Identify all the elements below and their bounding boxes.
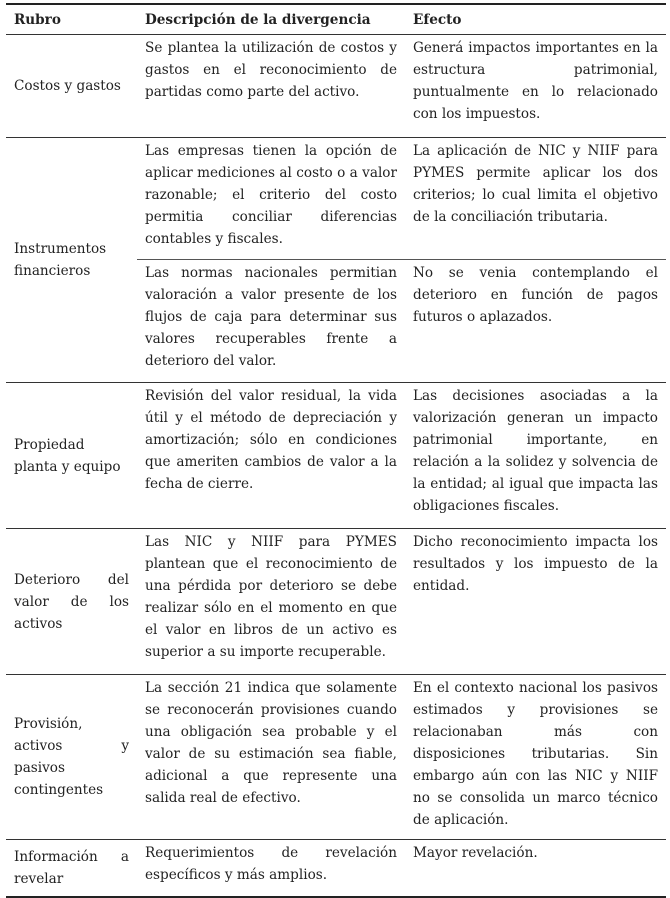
table-header bbox=[6, 4, 666, 35]
cell-efecto: Generá impactos importantes en la estructura patrimonial, puntualmente en lo relacionado con los impuestos. bbox=[405, 35, 666, 138]
cell-rubro: Propiedad planta y equipo bbox=[6, 383, 137, 529]
cell-rubro: Deterioro del valor de los activos bbox=[6, 529, 137, 675]
cell-descripcion: Se plantea la utilización de costos y gastos en el reconocimiento de partidas como parte del activo. bbox=[137, 35, 405, 138]
header-rubro: Rubro bbox=[6, 4, 137, 35]
cell-efecto: La aplicación de NIC y NIIF para PYMES permite aplicar los dos criterios; lo cual limita el objetivo de la conciliación tributaria. bbox=[405, 138, 666, 260]
cell-efecto: En el contexto nacional los pasivos estimados y provisiones se relacionaban más con disposiciones tributarias. Sin embargo aún con las NIC y NIIF no se consolida un marco técnico de aplicación. bbox=[405, 675, 666, 840]
header-descripcion: Descripción de la divergencia bbox=[137, 4, 405, 35]
cell-efecto: No se venia contemplando el deterioro en función de pagos futuros o aplazados. bbox=[405, 260, 666, 383]
header-efecto: Efecto bbox=[405, 4, 666, 35]
cell-descripcion: La sección 21 indica que solamente se reconocerán provisiones cuando una obligación sea probable y el valor de su estimación sea fiable, adicional a que represente una salida real de efectivo. bbox=[137, 675, 405, 840]
table-row bbox=[6, 840, 666, 897]
table-row bbox=[6, 138, 666, 260]
table-row bbox=[6, 529, 666, 675]
cell-descripcion: Las NIC y NIIF para PYMES plantean que el reconocimiento de una pérdida por deterioro se debe realizar sólo en el momento en que el valor en libros de un activo es superior a su importe recuperable. bbox=[137, 529, 405, 675]
table-row bbox=[6, 675, 666, 840]
cell-efecto: Dicho reconocimiento impacta los resultados y los impuesto de la entidad. bbox=[405, 529, 666, 675]
table-row bbox=[6, 383, 666, 529]
cell-rubro: Provisión, activos y pasivos contingentes bbox=[6, 675, 137, 840]
cell-rubro: Información a revelar bbox=[6, 840, 137, 897]
cell-efecto: Las decisiones asociadas a la valorización generan un impacto patrimonial importante, en relación a la solidez y solvencia de la entidad; al igual que impacta las obligaciones fiscales. bbox=[405, 383, 666, 529]
table-row bbox=[6, 35, 666, 138]
divergence-table bbox=[6, 3, 666, 898]
table-body bbox=[6, 35, 666, 897]
cell-descripcion: Las normas nacionales permitian valoración a valor presente de los flujos de caja para determinar sus valores recuperables frente a deterioro del valor. bbox=[137, 260, 405, 383]
header-row bbox=[6, 4, 666, 35]
cell-rubro: Costos y gastos bbox=[6, 35, 137, 138]
cell-rubro: Instrumentos financieros bbox=[6, 138, 137, 383]
cell-descripcion: Revisión del valor residual, la vida útil y el método de depreciación y amortización; sólo en condiciones que ameriten cambios de valor a la fecha de cierre. bbox=[137, 383, 405, 529]
cell-descripcion: Las empresas tienen la opción de aplicar mediciones al costo o a valor razonable; el criterio del costo permitia conciliar diferencias contables y fiscales. bbox=[137, 138, 405, 260]
cell-descripcion: Requerimientos de revelación específicos y más amplios. bbox=[137, 840, 405, 897]
cell-efecto: Mayor revelación. bbox=[405, 840, 666, 897]
